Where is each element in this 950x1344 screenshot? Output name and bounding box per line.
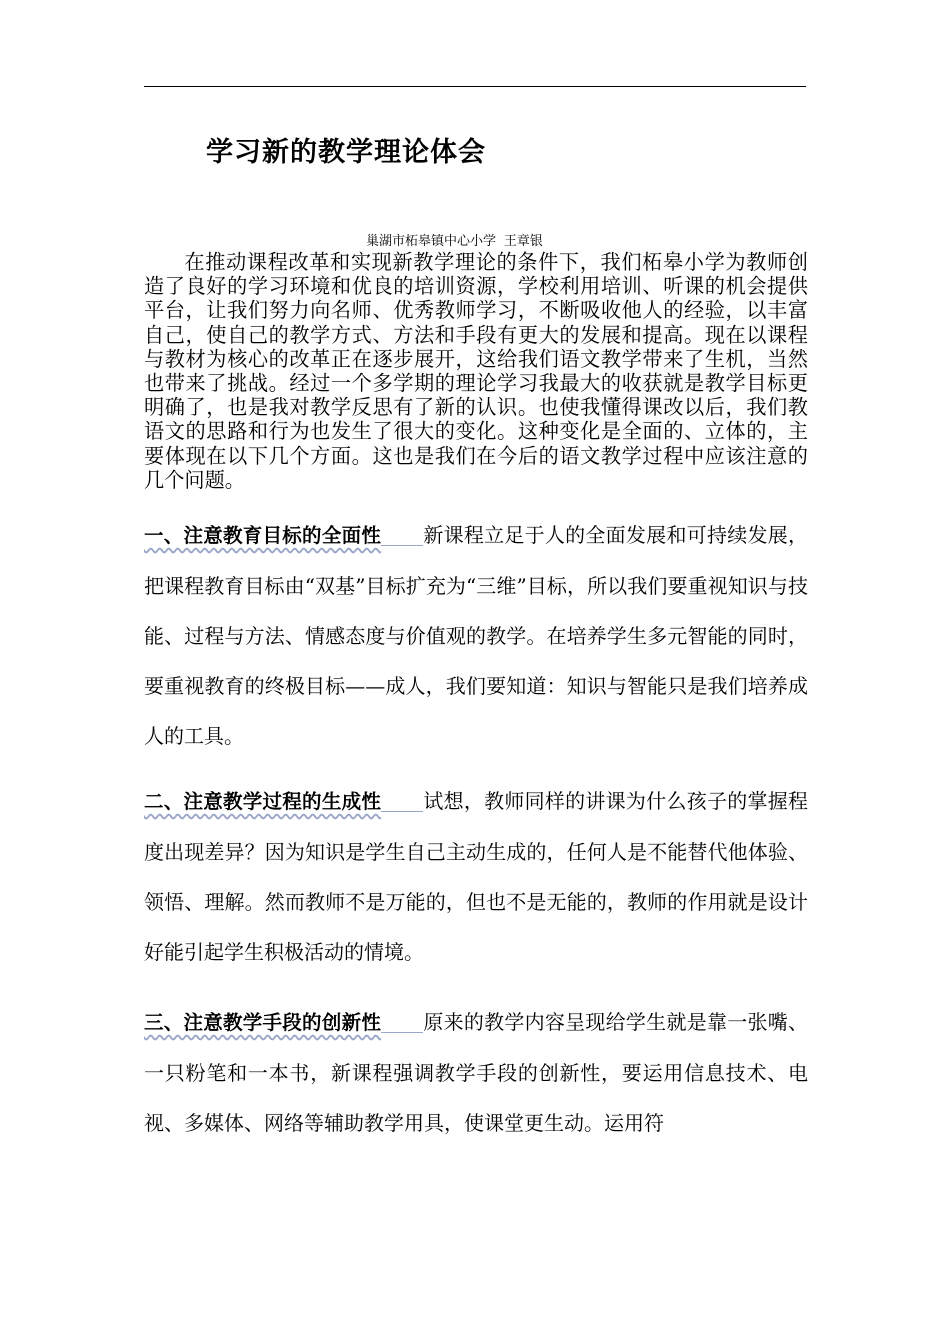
section-2 <box>144 776 808 977</box>
section-3-body: 原来的教学内容呈现给学生就是靠一张嘴、一只粉笔和一本书，新课程强调教学手段的创新性，要运用信息技术、电视、多媒体、网络等辅助教学用具，使课堂更生动。运用符 <box>144 1010 808 1135</box>
section-2-heading: 二、注意教学过程的生成性 <box>144 790 382 813</box>
section-1 <box>144 510 808 761</box>
author-line: 巢湖市柘皋镇中心小学 王章银 <box>366 234 543 249</box>
section-3-heading: 三、注意教学手段的创新性 <box>144 1011 382 1034</box>
section-1-body: 新课程立足于人的全面发展和可持续发展，把课程教育目标由“双基”目标扩充为“三维”目标，所以我们要重视知识与技能、过程与方法、情感态度与价值观的教学。在培养学生多元智能的同时，要重视教育的终极目标——成人，我们要知道：知识与智能只是我们培养成人的工具。 <box>144 523 808 748</box>
section-2-body: 试想，教师同样的讲课为什么孩子的掌握程度出现差异？因为知识是学生自己主动生成的，任何人是不能替代他体验、领悟、理解。然而教师不是万能的，但也不是无能的，教师的作用就是设计好能引起学生积极活动的情境。 <box>144 789 808 964</box>
intro-paragraph: 在推动课程改革和实现新教学理论的条件下，我们柘皋小学为教师创造了良好的学习环境和优良的培训资源，学校利用培训、听课的机会提供平台，让我们努力向名师、优秀教师学习，不断吸收他人的经验，以丰富自己，使自己的教学方式、方法和手段有更大的发展和提高。现在以课程与教材为核心的改革正在逐步展开，这给我们语文教学带来了生机，当然也带来了挑战。经过一个多学期的理论学习我最大的收获就是教学目标更明确了，也是我对教学反思有了新的认识。也使我懂得课改以后，我们教语文的思路和行为也发生了很大的变化。这种变化是全面的、立体的，主要体现在以下几个方面。这也是我们在今后的语文教学过程中应该注意的几个问题。 <box>144 250 808 492</box>
section-1-heading: 一、注意教育目标的全面性 <box>144 524 382 547</box>
section-3-gap <box>381 1031 423 1033</box>
header-rule <box>144 86 806 87</box>
section-1-gap <box>381 544 423 546</box>
document-title: 学习新的教学理论体会 <box>206 137 486 168</box>
section-3 <box>144 997 808 1148</box>
section-2-gap <box>381 810 423 812</box>
